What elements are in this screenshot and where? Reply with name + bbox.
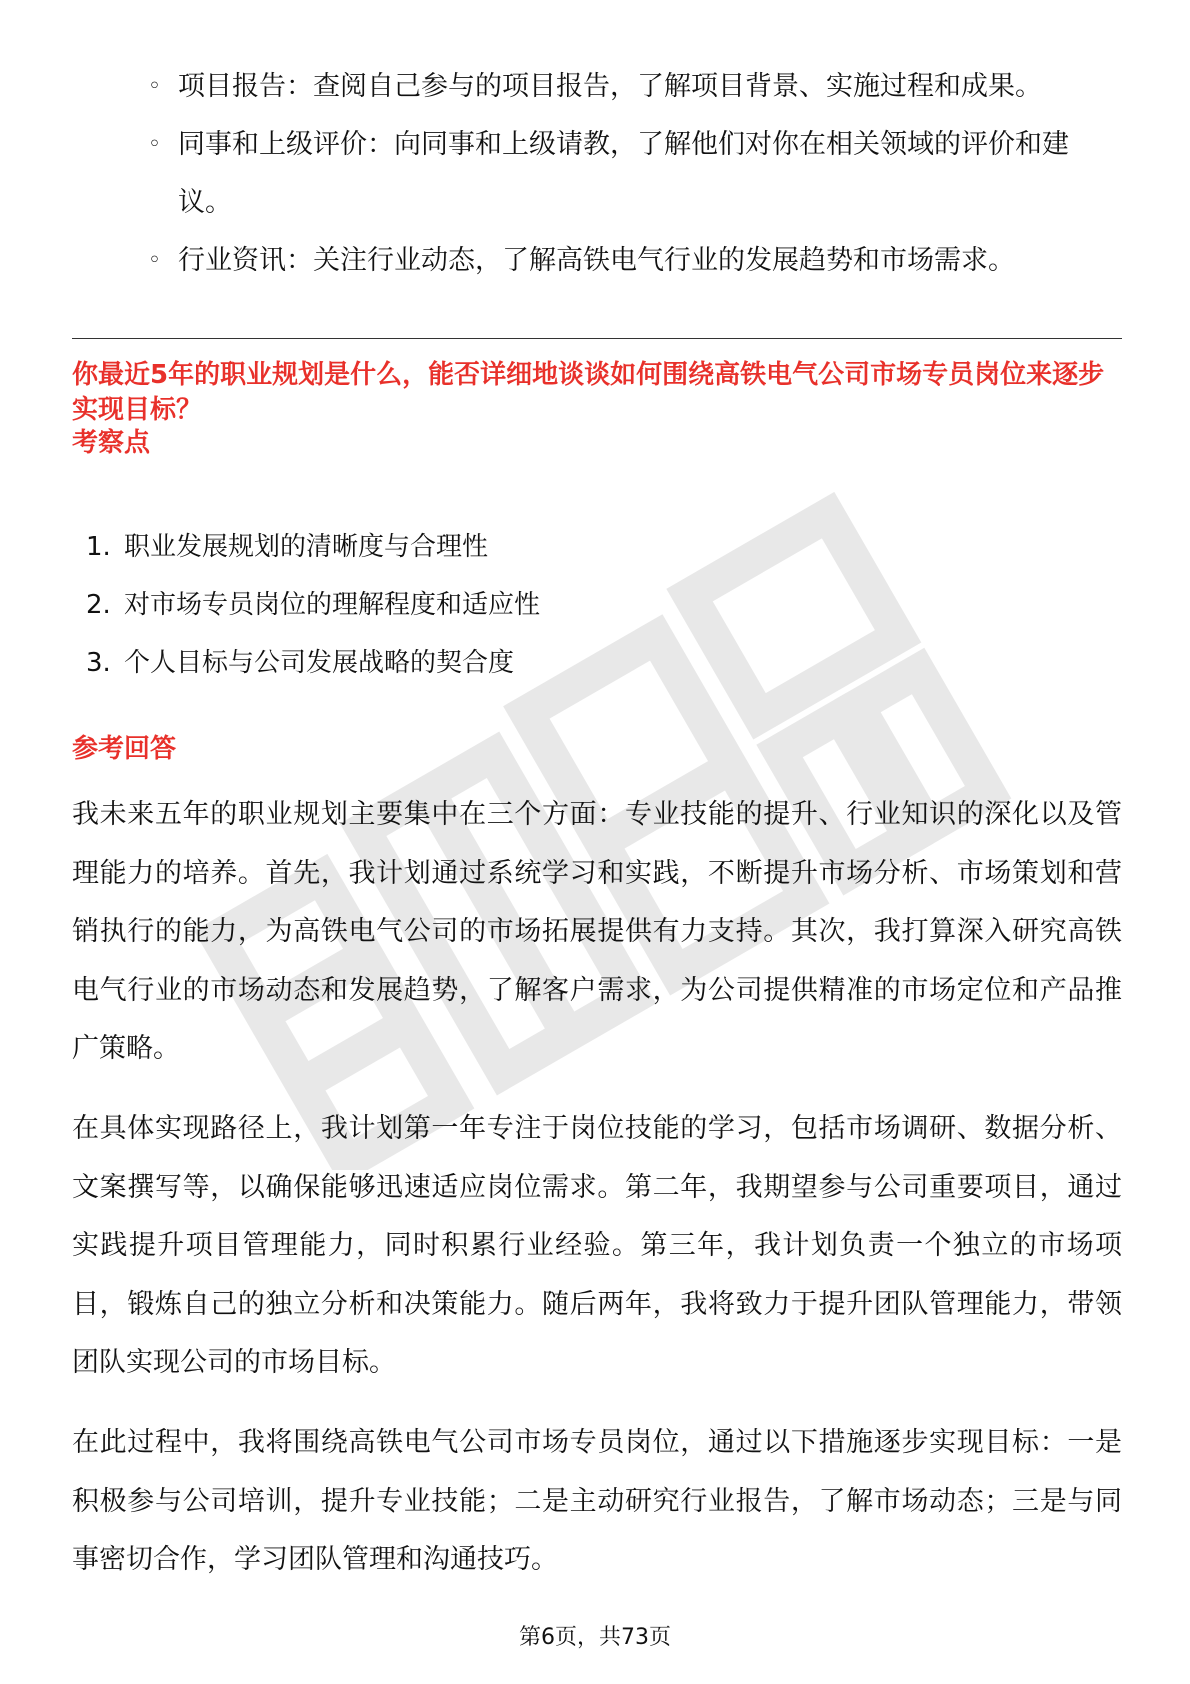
bullet-text: 项目报告：查阅自己参与的项目报告，了解项目背景、实施过程和成果。	[178, 71, 1042, 102]
answer-paragraph: 我未来五年的职业规划主要集中在三个方面：专业技能的提升、行业知识的深化以及管理能力的培养。首先，我计划通过系统学习和实践，不断提升市场分析、市场策划和营销执行的能力，为高铁电气公司的市场拓展提供有力支持。其次，我打算深入研究高铁电气行业的市场动态和发展趋势，了解客户需求，为公司提供精准的市场定位和产品推广策略。	[72, 799, 1122, 1064]
item-number: 2.	[86, 590, 111, 620]
item-text: 对市场专员岗位的理解程度和适应性	[124, 590, 541, 620]
focus-heading: 考察点	[72, 428, 151, 458]
item-text: 个人目标与公司发展战略的契合度	[124, 648, 515, 678]
bullet-marker: ◦	[148, 248, 161, 273]
list-item	[72, 116, 1122, 232]
item-number: 3.	[86, 648, 111, 678]
list-item	[72, 232, 1122, 290]
item-number: 1.	[86, 532, 111, 562]
section-divider	[72, 338, 1122, 339]
answer-paragraph: 在具体实现路径上，我计划第一年专注于岗位技能的学习，包括市场调研、数据分析、文案撰写等，以确保能够迅速适应岗位需求。第二年，我期望参与公司重要项目，通过实践提升项目管理能力，同时积累行业经验。第三年，我计划负责一个独立的市场项目，锻炼自己的独立分析和决策能力。随后两年，我将致力于提升团队管理能力，带领团队实现公司的市场目标。	[72, 1113, 1122, 1378]
item-text: 职业发展规划的清晰度与合理性	[124, 532, 489, 562]
bullet-text: 行业资讯：关注行业动态，了解高铁电气行业的发展趋势和市场需求。	[178, 245, 1015, 276]
focus-list	[72, 518, 1122, 692]
list-item	[72, 518, 1122, 576]
page-number: 第6页，共73页	[519, 1625, 671, 1650]
answer-heading: 参考回答	[72, 734, 177, 764]
list-item	[72, 576, 1122, 634]
answer-paragraph: 在此过程中，我将围绕高铁电气公司市场专员岗位，通过以下措施逐步实现目标：一是积极参与公司培训，提升专业技能；二是主动研究行业报告，了解市场动态；三是与同事密切合作，学习团队管理和沟通技巧。	[72, 1427, 1122, 1575]
bullet-list	[72, 58, 1122, 290]
bullet-text: 同事和上级评价：向同事和上级请教，了解他们对你在相关领域的评价和建议。	[178, 129, 1069, 218]
list-item	[72, 634, 1122, 692]
list-item	[72, 58, 1122, 116]
bullet-marker: ◦	[148, 74, 161, 99]
question-heading: 你最近5年的职业规划是什么，能否详细地谈谈如何围绕高铁电气公司市场专员岗位来逐步实现目标？	[72, 360, 1105, 425]
bullet-marker: ◦	[148, 132, 161, 157]
